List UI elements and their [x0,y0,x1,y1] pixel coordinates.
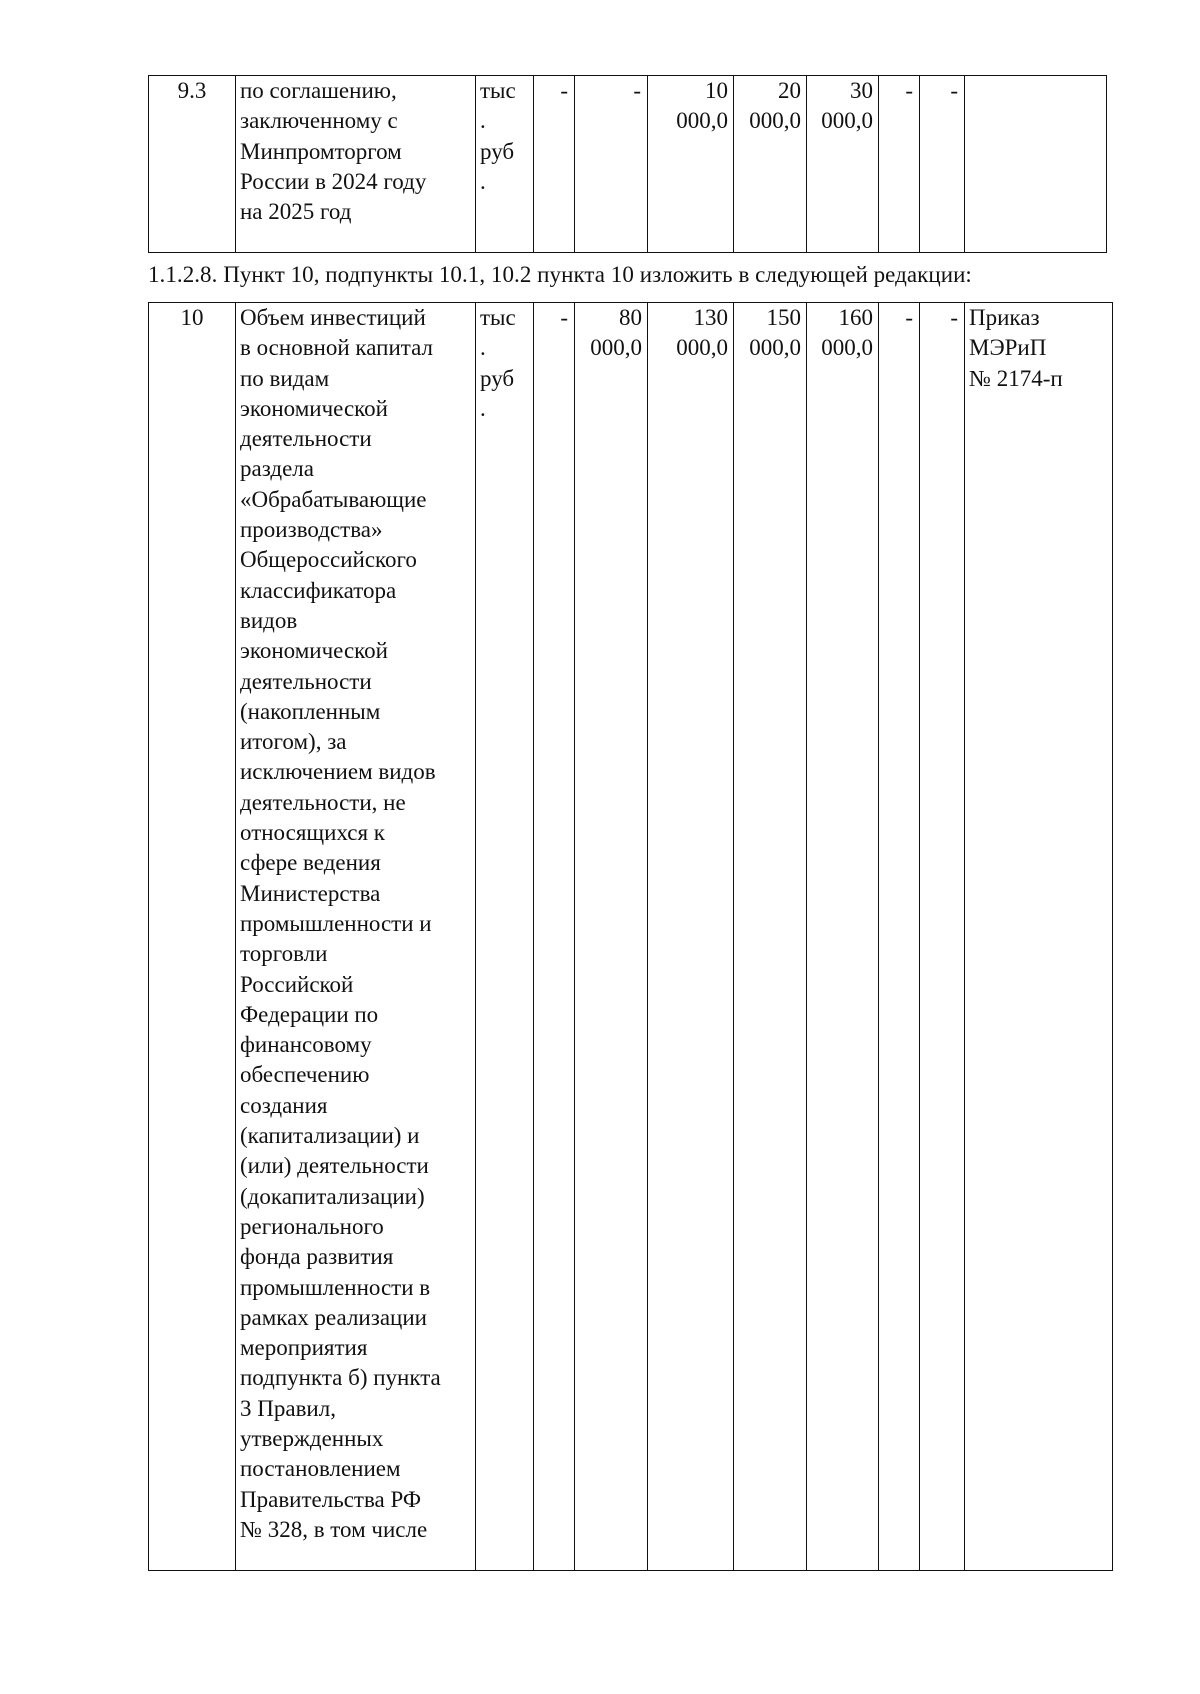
row-number: 9.3 [149,76,236,253]
value-cell-6: - [879,76,920,253]
amendment-paragraph: 1.1.2.8. Пункт 10, подпункты 10.1, 10.2 пункта 10 изложить в следующей редакции: [148,262,972,287]
row-number: 10 [149,303,236,1571]
value-cell-4: 150 000,0 [734,303,807,1571]
value-cell-1: - [534,303,575,1571]
value-cell-5: 30 000,0 [807,76,879,253]
indicator-name: Объем инвестиций в основной капитал по видам экономической деятельности раздела «Обрабатывающие производства» Общероссийского классификатора видов экономической деятельности (накопленным итогом), за исключением видов деятельности, не относящихся к сфере ведения Министерства промышленности и торговли Российской Федерации по финансовому обеспечению создания (капитализации) и (или) деятельности (докапитализации) регионального фонда развития промышленности в рамках реализации мероприятия подпункта б) пункта 3 Правил, утвержденных постановлением Правительства РФ № 328, в том числе [236,303,476,1571]
value-cell-3: 10 000,0 [648,76,734,253]
table-row-9-3 [148,75,1107,253]
value-cell-5: 160 000,0 [807,303,879,1571]
value-cell-4: 20 000,0 [734,76,807,253]
value-cell-1: - [534,76,575,253]
source-cell [965,76,1107,253]
value-cell-7: - [920,303,965,1571]
indicator-name: по соглашению, заключенному с Минпромторгом России в 2024 году на 2025 год [236,76,476,253]
value-cell-2: 80 000,0 [575,303,648,1571]
value-cell-7: - [920,76,965,253]
table-row [149,303,1113,1571]
value-cell-6: - [879,303,920,1571]
value-cell-3: 130 000,0 [648,303,734,1571]
table-row-10 [148,302,1113,1571]
value-cell-2: - [575,76,648,253]
table-row [149,76,1107,253]
source-cell: Приказ МЭРиП № 2174-п [965,303,1113,1571]
unit-cell: тыс . руб . [476,303,534,1571]
unit-cell: тыс . руб . [476,76,534,253]
